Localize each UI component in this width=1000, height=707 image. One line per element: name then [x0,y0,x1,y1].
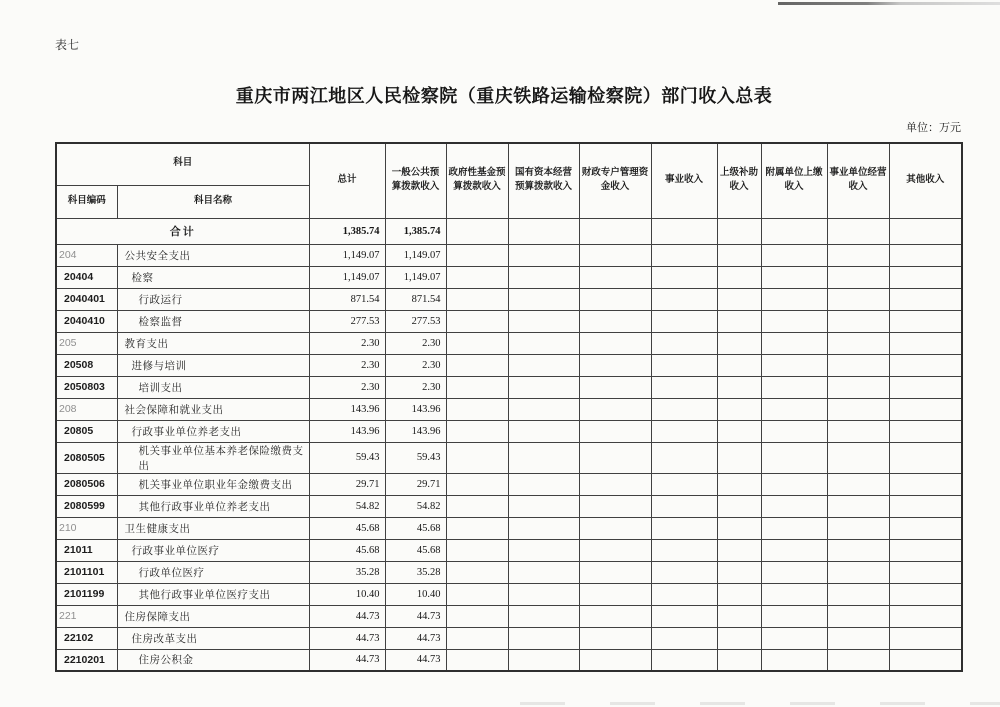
empty-amount-cell [889,495,962,517]
empty-amount-cell [761,420,827,442]
empty-amount-cell [889,442,962,473]
general-budget-amount-cell: 45.68 [385,517,446,539]
empty-amount-cell [508,649,579,671]
empty-amount-cell [889,332,962,354]
general-budget-amount-cell: 277.53 [385,310,446,332]
empty-amount-cell [579,442,651,473]
empty-amount-cell [446,266,508,288]
empty-amount-cell [651,354,717,376]
empty-amount-cell [827,266,889,288]
empty-amount-cell [579,627,651,649]
header-col-govt-fund: 政府性基金预算拨款收入 [446,143,508,218]
empty-amount-cell [761,539,827,561]
empty-amount-cell [827,583,889,605]
table-row [56,627,962,649]
subject-name-cell: 社会保障和就业支出 [117,398,309,420]
header-col-other-income: 其他收入 [889,143,962,218]
empty-amount-cell [761,376,827,398]
empty-amount-cell [717,539,761,561]
subject-name-cell: 卫生健康支出 [117,517,309,539]
empty-amount-cell [827,561,889,583]
total-amount-cell: 45.68 [309,517,385,539]
empty-amount-cell [446,583,508,605]
subject-code-cell: 208 [56,398,117,420]
table-header [56,143,962,218]
empty-amount-cell [717,627,761,649]
subject-name-cell: 住房公积金 [117,649,309,671]
subject-name-cell: 其他行政事业单位医疗支出 [117,583,309,605]
total-amount-cell: 29.71 [309,473,385,495]
table-row [56,473,962,495]
general-budget-amount-cell: 871.54 [385,288,446,310]
total-amount-cell: 44.73 [309,627,385,649]
table-row [56,539,962,561]
empty-amount-cell [761,288,827,310]
empty-amount-cell [827,517,889,539]
empty-amount-cell [651,332,717,354]
scan-artifact-bottom [520,702,1000,705]
empty-amount-cell [508,605,579,627]
subject-name-cell: 机关事业单位职业年金缴费支出 [117,473,309,495]
total-amount-cell: 2.30 [309,354,385,376]
empty-amount-cell [889,473,962,495]
subject-code-cell: 20404 [56,266,117,288]
empty-amount-cell [827,627,889,649]
general-budget-amount-cell: 2.30 [385,376,446,398]
empty-amount-cell [579,583,651,605]
empty-amount-cell [579,266,651,288]
total-amount-cell: 10.40 [309,583,385,605]
empty-amount-cell [446,398,508,420]
subject-code-cell: 20805 [56,420,117,442]
empty-amount-cell [889,583,962,605]
empty-amount-cell [889,517,962,539]
empty-amount-cell [508,398,579,420]
empty-amount-cell [579,218,651,244]
empty-amount-cell [446,354,508,376]
subject-code-cell: 2101101 [56,561,117,583]
empty-amount-cell [717,649,761,671]
empty-amount-cell [717,244,761,266]
empty-amount-cell [651,442,717,473]
table-row [56,288,962,310]
empty-amount-cell [651,420,717,442]
empty-amount-cell [579,398,651,420]
empty-amount-cell [579,288,651,310]
header-col-total: 总计 [309,143,385,218]
empty-amount-cell [889,398,962,420]
total-amount-cell: 44.73 [309,605,385,627]
empty-amount-cell [827,605,889,627]
empty-amount-cell [446,376,508,398]
empty-amount-cell [579,420,651,442]
empty-amount-cell [508,473,579,495]
empty-amount-cell [446,517,508,539]
empty-amount-cell [761,627,827,649]
empty-amount-cell [827,376,889,398]
header-subject-name: 科目名称 [117,185,309,218]
table-row [56,561,962,583]
subject-code-cell: 22102 [56,627,117,649]
empty-amount-cell [508,376,579,398]
table-row [56,244,962,266]
table-row [56,332,962,354]
header-col-state-capital: 国有资本经营预算拨款收入 [508,143,579,218]
total-amount-cell: 871.54 [309,288,385,310]
subject-code-cell: 2040401 [56,288,117,310]
empty-amount-cell [446,627,508,649]
empty-amount-cell [889,218,962,244]
empty-amount-cell [717,310,761,332]
empty-amount-cell [827,398,889,420]
empty-amount-cell [508,354,579,376]
general-budget-amount-cell: 35.28 [385,561,446,583]
subject-name-cell: 培训支出 [117,376,309,398]
empty-amount-cell [761,442,827,473]
total-amount-cell: 1,149.07 [309,244,385,266]
empty-amount-cell [827,442,889,473]
empty-amount-cell [651,605,717,627]
general-budget-amount-cell: 143.96 [385,420,446,442]
subject-code-cell: 205 [56,332,117,354]
empty-amount-cell [446,332,508,354]
total-amount-cell: 45.68 [309,539,385,561]
subject-code-cell: 204 [56,244,117,266]
table-body [56,218,962,671]
empty-amount-cell [827,218,889,244]
header-subject: 科目 [56,143,309,185]
grand-total-amount-cell: 1,385.74 [309,218,385,244]
table-row [56,583,962,605]
subject-code-cell: 20508 [56,354,117,376]
empty-amount-cell [827,332,889,354]
empty-amount-cell [889,244,962,266]
empty-amount-cell [508,420,579,442]
empty-amount-cell [508,561,579,583]
general-budget-amount-cell: 2.30 [385,354,446,376]
empty-amount-cell [717,442,761,473]
grand-total-general-budget-cell: 1,385.74 [385,218,446,244]
subject-name-cell: 住房保障支出 [117,605,309,627]
empty-amount-cell [579,561,651,583]
empty-amount-cell [827,310,889,332]
empty-amount-cell [508,310,579,332]
header-col-superior-subsidy: 上级补助收入 [717,143,761,218]
empty-amount-cell [717,561,761,583]
empty-amount-cell [651,376,717,398]
empty-amount-cell [827,649,889,671]
empty-amount-cell [651,218,717,244]
empty-amount-cell [651,266,717,288]
header-col-general-budget: 一般公共预算拨款收入 [385,143,446,218]
empty-amount-cell [717,517,761,539]
empty-amount-cell [579,495,651,517]
subject-name-cell: 公共安全支出 [117,244,309,266]
empty-amount-cell [717,376,761,398]
empty-amount-cell [717,354,761,376]
empty-amount-cell [651,539,717,561]
table-row [56,354,962,376]
empty-amount-cell [579,244,651,266]
empty-amount-cell [889,310,962,332]
empty-amount-cell [446,561,508,583]
empty-amount-cell [579,332,651,354]
empty-amount-cell [717,605,761,627]
empty-amount-cell [761,649,827,671]
table-row [56,376,962,398]
empty-amount-cell [508,332,579,354]
general-budget-amount-cell: 143.96 [385,398,446,420]
empty-amount-cell [579,517,651,539]
unit-note: 单位：万元 [906,122,961,134]
general-budget-amount-cell: 44.73 [385,649,446,671]
empty-amount-cell [508,539,579,561]
empty-amount-cell [651,649,717,671]
empty-amount-cell [508,266,579,288]
subject-code-cell: 2050803 [56,376,117,398]
subject-name-cell: 机关事业单位基本养老保险缴费支出 [117,442,309,473]
empty-amount-cell [889,627,962,649]
empty-amount-cell [508,495,579,517]
table-row [56,442,962,473]
empty-amount-cell [761,495,827,517]
total-amount-cell: 143.96 [309,420,385,442]
subject-name-cell: 检察监督 [117,310,309,332]
empty-amount-cell [508,288,579,310]
empty-amount-cell [889,288,962,310]
empty-amount-cell [579,354,651,376]
total-amount-cell: 143.96 [309,398,385,420]
general-budget-amount-cell: 59.43 [385,442,446,473]
empty-amount-cell [827,420,889,442]
table-row [56,398,962,420]
grand-total-row [56,218,962,244]
subject-name-cell: 行政运行 [117,288,309,310]
subject-code-cell: 2210201 [56,649,117,671]
empty-amount-cell [508,218,579,244]
empty-amount-cell [446,442,508,473]
general-budget-amount-cell: 1,149.07 [385,266,446,288]
empty-amount-cell [717,398,761,420]
income-summary-table [55,142,963,672]
general-budget-amount-cell: 1,149.07 [385,244,446,266]
empty-amount-cell [446,495,508,517]
empty-amount-cell [651,627,717,649]
empty-amount-cell [446,244,508,266]
empty-amount-cell [761,517,827,539]
empty-amount-cell [651,517,717,539]
empty-amount-cell [717,495,761,517]
subject-code-cell: 2101199 [56,583,117,605]
empty-amount-cell [579,539,651,561]
empty-amount-cell [761,218,827,244]
empty-amount-cell [761,244,827,266]
grand-total-label: 合计 [56,218,309,244]
empty-amount-cell [446,473,508,495]
header-col-affiliated-units: 附属单位上缴收入 [761,143,827,218]
empty-amount-cell [717,332,761,354]
empty-amount-cell [508,442,579,473]
total-amount-cell: 44.73 [309,649,385,671]
empty-amount-cell [651,288,717,310]
empty-amount-cell [651,473,717,495]
table-row [56,649,962,671]
empty-amount-cell [761,583,827,605]
general-budget-amount-cell: 44.73 [385,627,446,649]
subject-code-cell: 210 [56,517,117,539]
empty-amount-cell [889,420,962,442]
empty-amount-cell [446,288,508,310]
total-amount-cell: 54.82 [309,495,385,517]
empty-amount-cell [827,539,889,561]
header-col-business-income: 事业收入 [651,143,717,218]
empty-amount-cell [761,354,827,376]
empty-amount-cell [761,561,827,583]
table-row [56,420,962,442]
subject-code-cell: 2080599 [56,495,117,517]
empty-amount-cell [579,605,651,627]
empty-amount-cell [889,561,962,583]
table-row [56,310,962,332]
total-amount-cell: 2.30 [309,332,385,354]
empty-amount-cell [889,539,962,561]
empty-amount-cell [827,354,889,376]
empty-amount-cell [508,244,579,266]
table-row [56,266,962,288]
empty-amount-cell [651,561,717,583]
empty-amount-cell [446,310,508,332]
subject-name-cell: 进修与培训 [117,354,309,376]
empty-amount-cell [889,649,962,671]
table-row [56,495,962,517]
empty-amount-cell [446,420,508,442]
empty-amount-cell [761,332,827,354]
empty-amount-cell [717,218,761,244]
subject-name-cell: 其他行政事业单位养老支出 [117,495,309,517]
empty-amount-cell [651,583,717,605]
subject-code-cell: 2040410 [56,310,117,332]
header-col-fiscal-account: 财政专户管理资金收入 [579,143,651,218]
general-budget-amount-cell: 54.82 [385,495,446,517]
empty-amount-cell [889,354,962,376]
empty-amount-cell [717,420,761,442]
subject-code-cell: 2080505 [56,442,117,473]
general-budget-amount-cell: 45.68 [385,539,446,561]
subject-code-cell: 221 [56,605,117,627]
total-amount-cell: 2.30 [309,376,385,398]
table-row [56,517,962,539]
empty-amount-cell [651,310,717,332]
subject-name-cell: 教育支出 [117,332,309,354]
subject-name-cell: 住房改革支出 [117,627,309,649]
empty-amount-cell [827,473,889,495]
empty-amount-cell [508,517,579,539]
empty-amount-cell [446,605,508,627]
header-row-top [56,143,962,185]
total-amount-cell: 277.53 [309,310,385,332]
empty-amount-cell [508,583,579,605]
empty-amount-cell [579,649,651,671]
general-budget-amount-cell: 2.30 [385,332,446,354]
total-amount-cell: 35.28 [309,561,385,583]
empty-amount-cell [651,398,717,420]
empty-amount-cell [761,398,827,420]
empty-amount-cell [761,310,827,332]
empty-amount-cell [761,605,827,627]
header-subject-code: 科目编码 [56,185,117,218]
empty-amount-cell [717,583,761,605]
total-amount-cell: 1,149.07 [309,266,385,288]
empty-amount-cell [446,539,508,561]
empty-amount-cell [579,473,651,495]
subject-name-cell: 行政事业单位医疗 [117,539,309,561]
empty-amount-cell [508,627,579,649]
empty-amount-cell [651,244,717,266]
empty-amount-cell [651,495,717,517]
general-budget-amount-cell: 44.73 [385,605,446,627]
empty-amount-cell [579,376,651,398]
table-row [56,605,962,627]
empty-amount-cell [827,495,889,517]
empty-amount-cell [579,310,651,332]
subject-name-cell: 行政事业单位养老支出 [117,420,309,442]
total-amount-cell: 59.43 [309,442,385,473]
subject-code-cell: 21011 [56,539,117,561]
subject-name-cell: 行政单位医疗 [117,561,309,583]
subject-name-cell: 检察 [117,266,309,288]
scan-artifact-top [778,2,1000,5]
sheet-label: 表七 [55,38,80,52]
empty-amount-cell [889,605,962,627]
page-title: 重庆市两江地区人民检察院（重庆铁路运输检察院）部门收入总表 [235,86,773,106]
empty-amount-cell [889,266,962,288]
empty-amount-cell [717,288,761,310]
empty-amount-cell [717,266,761,288]
empty-amount-cell [446,649,508,671]
header-col-operating-income: 事业单位经营收入 [827,143,889,218]
empty-amount-cell [889,376,962,398]
empty-amount-cell [446,218,508,244]
empty-amount-cell [827,244,889,266]
empty-amount-cell [717,473,761,495]
general-budget-amount-cell: 29.71 [385,473,446,495]
subject-code-cell: 2080506 [56,473,117,495]
general-budget-amount-cell: 10.40 [385,583,446,605]
empty-amount-cell [827,288,889,310]
empty-amount-cell [761,473,827,495]
empty-amount-cell [761,266,827,288]
